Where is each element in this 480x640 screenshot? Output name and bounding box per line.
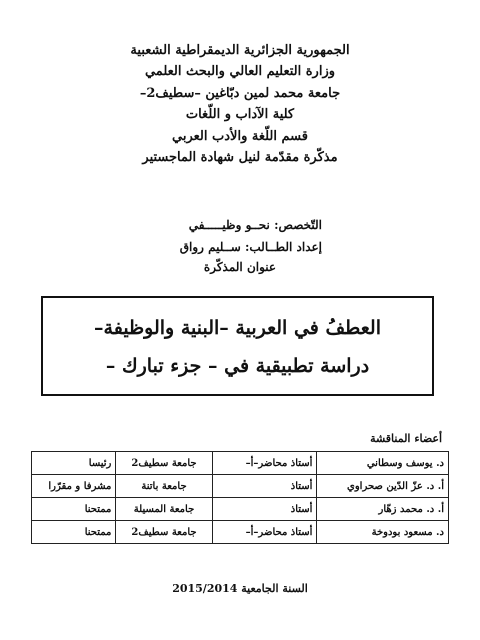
specialization-row xyxy=(102,214,322,236)
header-line-ministry: وزارة التعليم العالي والبحث العلمي xyxy=(144,64,336,80)
prepared-by-label: إعداد الطــالب: xyxy=(244,240,322,254)
prepared-by-row xyxy=(102,236,322,258)
thesis-title-label: عنوان المذكّرة xyxy=(203,260,277,274)
member-name: أ. د. عزّ الدّين صحراوي xyxy=(317,475,449,498)
member-university: جامعة سطيف2 xyxy=(116,452,212,475)
prepared-by-value: ســليم رواق xyxy=(179,240,241,254)
academic-year: السنة الجامعية 2015/2014 xyxy=(172,582,308,595)
specialization-label: التّخصص: xyxy=(274,218,322,232)
table-row xyxy=(32,475,449,498)
member-name: د. يوسف وسطاني xyxy=(317,452,449,475)
thesis-title-box xyxy=(41,296,434,396)
member-university: جامعة سطيف2 xyxy=(116,521,212,544)
member-role: ممتحنا xyxy=(32,521,116,544)
member-rank: أستاذ xyxy=(212,498,317,521)
thesis-title-line-1: العطفُ في العربية –البنية والوظيفة– xyxy=(94,317,381,339)
committee-table xyxy=(31,451,449,544)
header-line-university: جامعة محمد لمين دبّاغين –سطيف2– xyxy=(139,85,341,101)
specialization-value: نحــو وظيـــــفي xyxy=(188,218,270,232)
member-name: د. مسعود بودوخة xyxy=(317,521,449,544)
institution-header xyxy=(0,40,480,168)
member-name: أ. د. محمد زهّار xyxy=(317,498,449,521)
member-rank: أستاذ xyxy=(212,475,317,498)
table-row xyxy=(32,452,449,475)
member-role: رئيسا xyxy=(32,452,116,475)
member-rank: أستاذ محاضر–أ– xyxy=(212,452,317,475)
thesis-title-line-2: دراسة تطبيقية في – جزء تبارك – xyxy=(105,355,370,377)
member-university: جامعة المسيلة xyxy=(116,498,212,521)
member-rank: أستاذ محاضر–أ– xyxy=(212,521,317,544)
table-row xyxy=(32,498,449,521)
thesis-info xyxy=(102,214,322,258)
header-line-thesis-type: مذكّرة مقدّمة لنيل شهادة الماجستير xyxy=(142,149,338,165)
header-line-department: قسم اللّغة والأدب العربي xyxy=(172,128,308,144)
member-role: مشرفا و مقرّرا xyxy=(32,475,116,498)
header-line-faculty: كلية الآداب و اللّغات xyxy=(185,107,295,123)
header-line-republic: الجمهورية الجزائرية الديمقراطية الشعبية xyxy=(130,43,350,58)
table-row xyxy=(32,521,449,544)
member-role: ممتحنا xyxy=(32,498,116,521)
member-university: جامعة باتنة xyxy=(116,475,212,498)
committee-label: أعضاء المناقشة xyxy=(370,432,442,445)
